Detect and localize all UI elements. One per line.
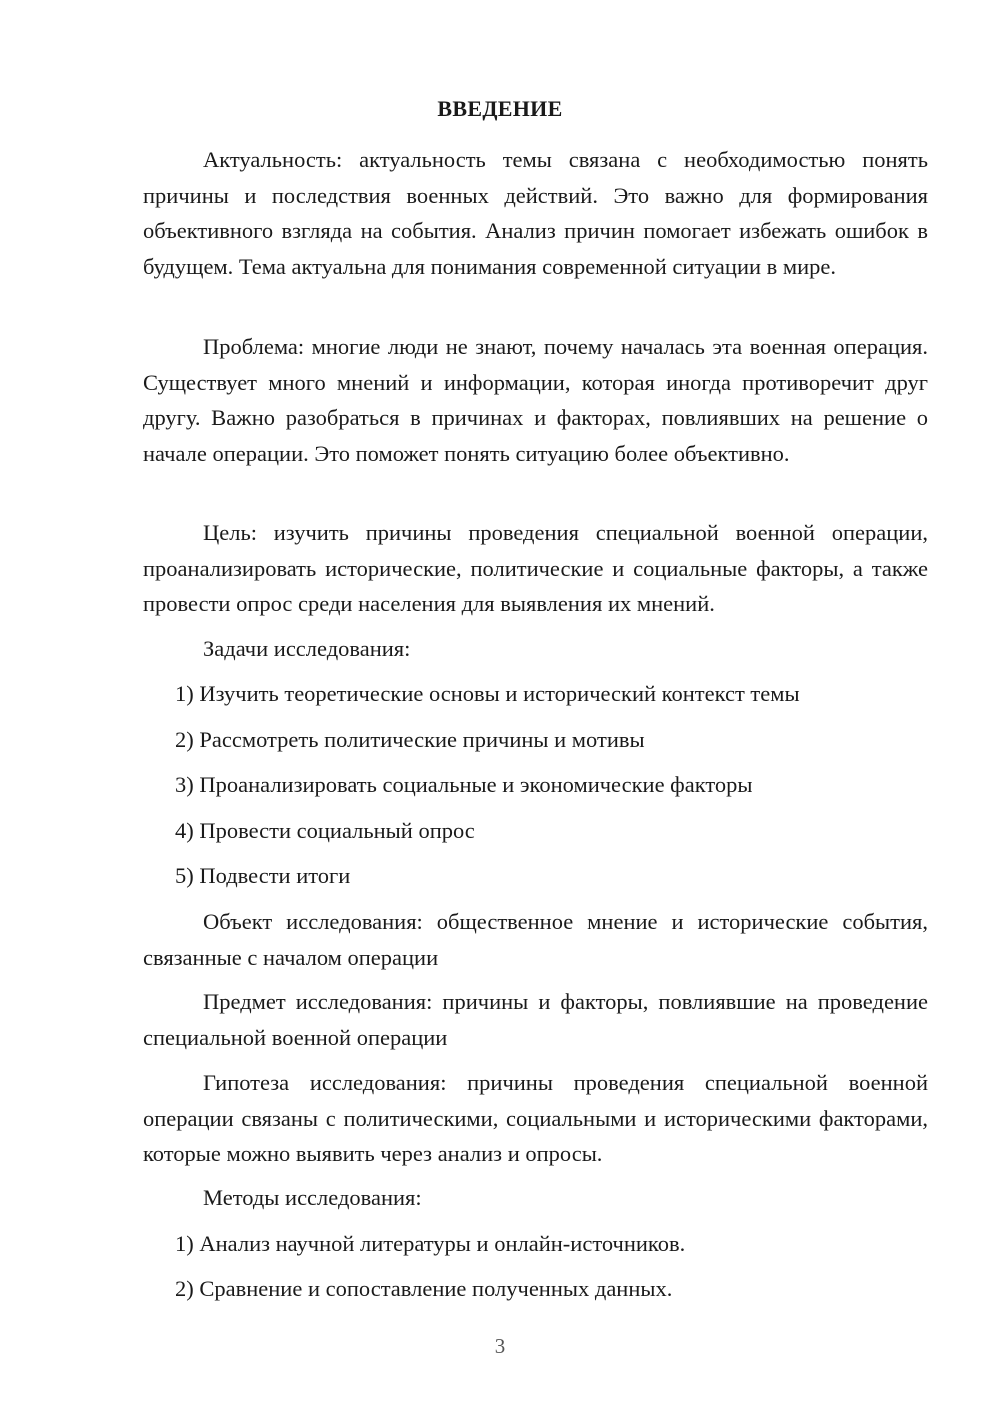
problem-paragraph: Проблема: многие люди не знают, почему началась эта военная операция. Существует много мнений и информации, которая иногда противоречит друг другу. Важно разобраться в причинах и факторах, повлиявших на решение о начале операции. Это поможет понять ситуацию более объективно. [143, 334, 928, 466]
task-item: 2) Рассмотреть политические причины и мотивы [175, 727, 645, 752]
task-item: 4) Провести социальный опрос [175, 818, 475, 843]
method-item: 2) Сравнение и сопоставление полученных данных. [175, 1276, 673, 1301]
object-paragraph: Объект исследования: общественное мнение и исторические события, связанные с началом операции [143, 909, 928, 970]
subject-paragraph: Предмет исследования: причины и факторы, повлиявшие на проведение специальной военной операции [143, 989, 928, 1050]
task-item: 3) Проанализировать социальные и экономические факторы [175, 772, 753, 797]
tasks-heading: Задачи исследования: [203, 636, 411, 661]
task-item: 5) Подвести итоги [175, 863, 351, 888]
page-title: ВВЕДЕНИЕ [437, 96, 563, 121]
task-item: 1) Изучить теоретические основы и исторический контекст темы [175, 681, 800, 706]
goal-paragraph: Цель: изучить причины проведения специальной военной операции, проанализировать исторические, политические и социальные факторы, а также провести опрос среди населения для выявления их мнений. [143, 520, 928, 616]
page-number: 3 [494, 1334, 506, 1358]
methods-heading: Методы исследования: [203, 1185, 422, 1210]
relevance-paragraph: Актуальность: актуальность темы связана с необходимостью понять причины и последствия военных действий. Это важно для формирования объективного взгляда на события. Анализ причин помогает избежать ошибок в будущем. Тема актуальна для понимания современной ситуации в мире. [143, 147, 928, 279]
hypothesis-paragraph: Гипотеза исследования: причины проведения специальной военной операции связаны с политическими, социальными и историческими факторами, которые можно выявить через анализ и опросы. [143, 1070, 928, 1166]
method-item: 1) Анализ научной литературы и онлайн-источников. [175, 1231, 686, 1256]
